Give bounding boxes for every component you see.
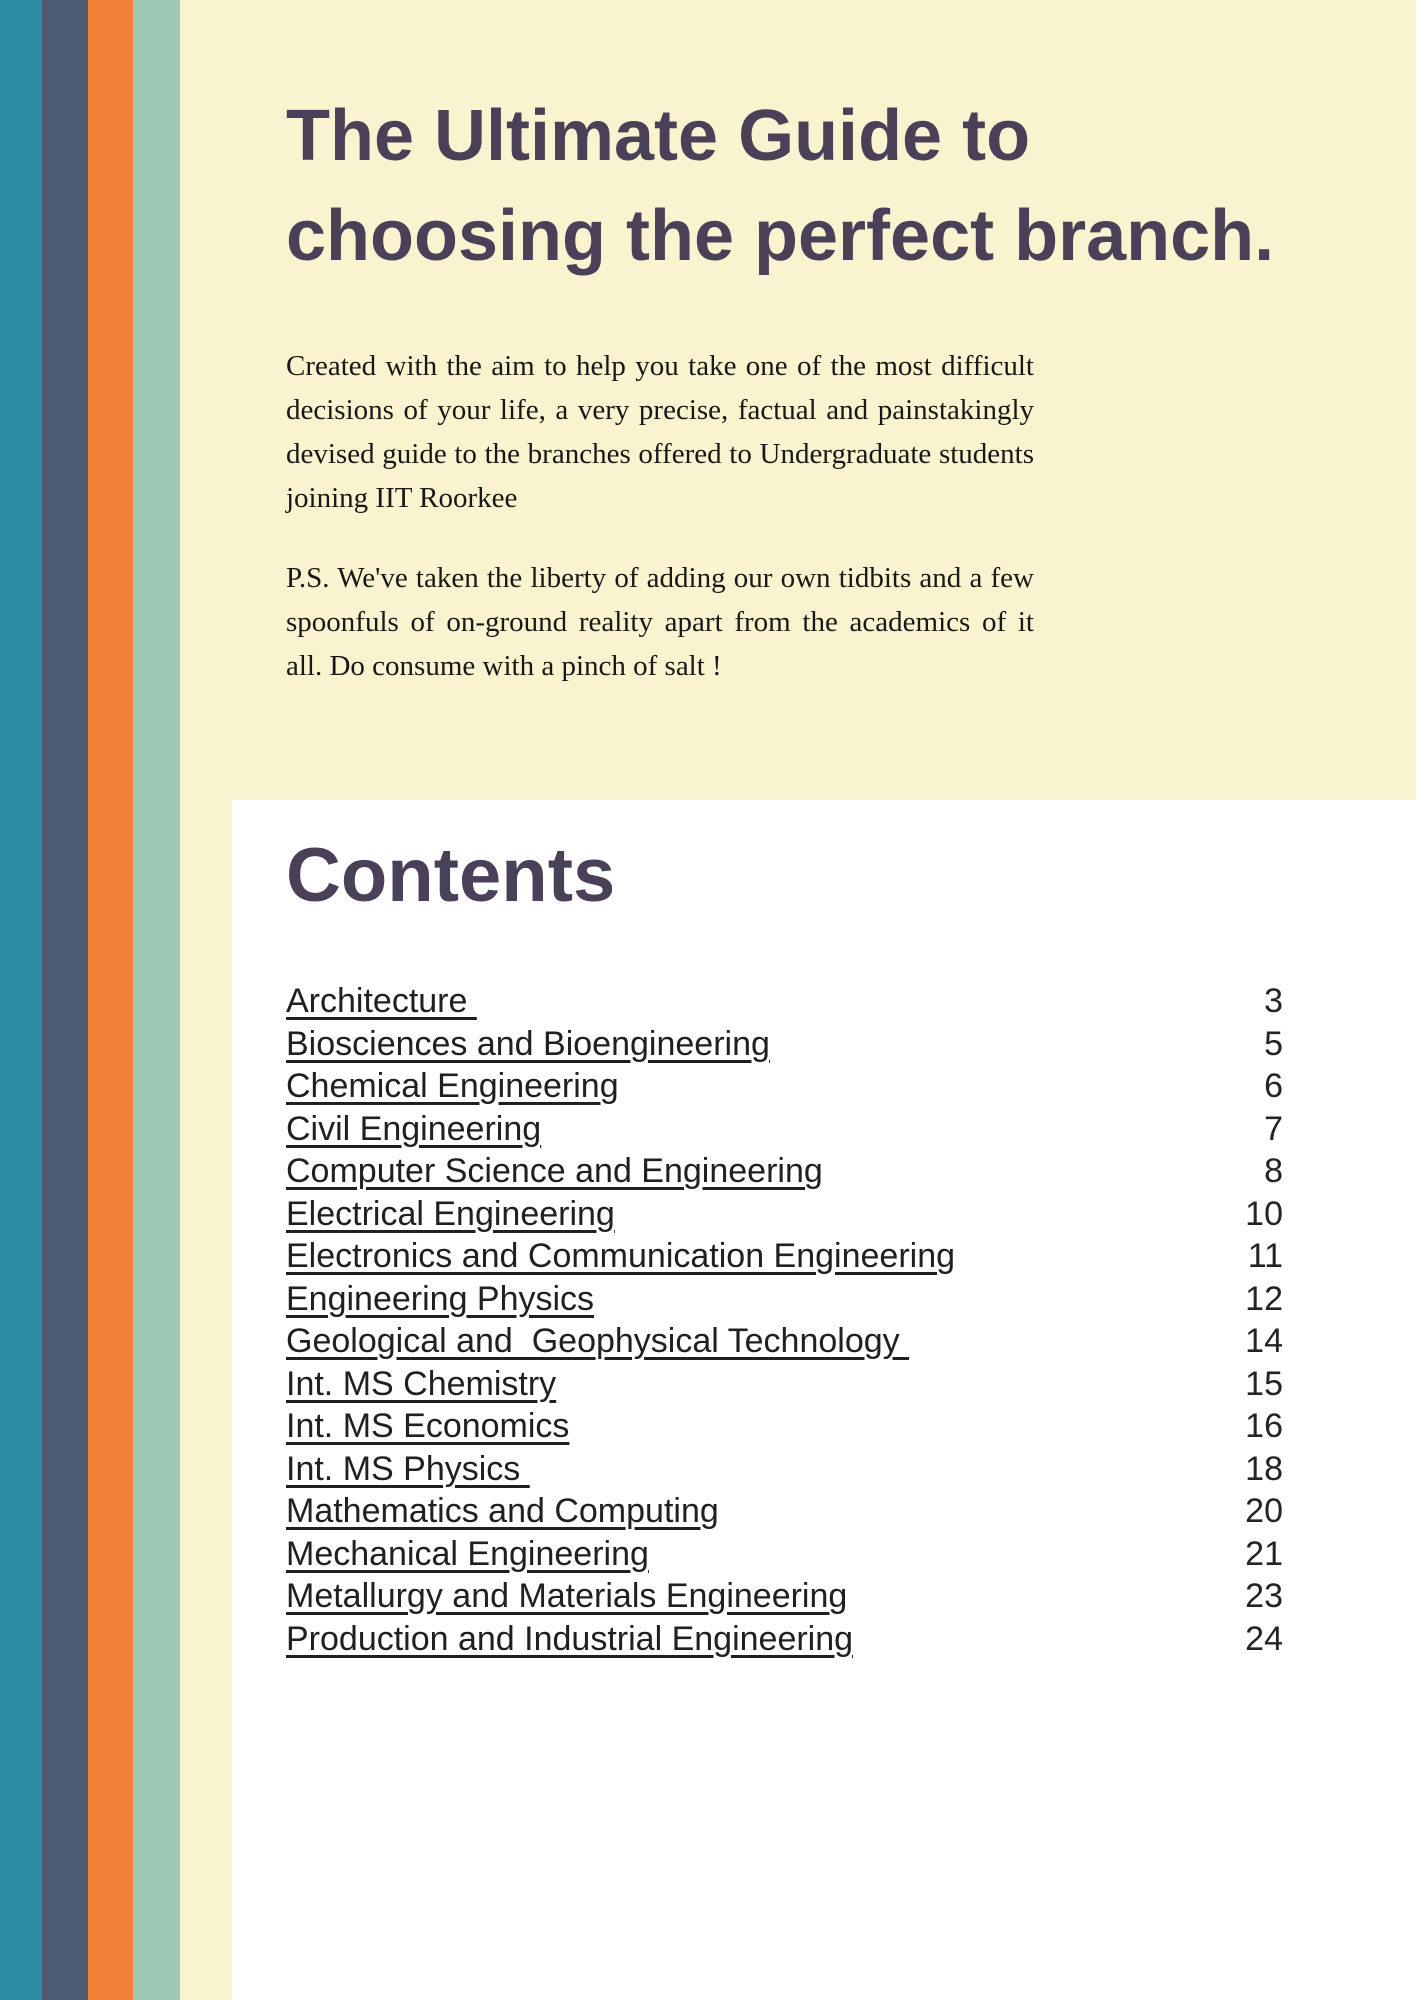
toc-entry-link[interactable]: Chemical Engineering — [286, 1067, 619, 1105]
toc-row — [286, 1533, 1283, 1576]
hero-section — [286, 0, 1396, 688]
toc-page-number: 21 — [1245, 1534, 1283, 1573]
toc-entry-link[interactable]: Engineering Physics — [286, 1279, 595, 1318]
toc-entry-link[interactable]: Computer Science and Engineering — [286, 1152, 823, 1190]
toc-page-number: 5 — [1264, 1024, 1283, 1063]
stripe-slate — [42, 0, 88, 2000]
table-of-contents — [286, 980, 1283, 1660]
stripe-orange — [88, 0, 133, 2000]
toc-row — [286, 1278, 1283, 1321]
toc-entry-link[interactable]: Electronics and Communication Engineering — [286, 1237, 956, 1275]
toc-page-number: 24 — [1245, 1619, 1283, 1658]
contents-heading: Contents — [286, 833, 616, 918]
toc-page-number: 12 — [1245, 1279, 1283, 1318]
toc-page-number: 23 — [1245, 1577, 1283, 1615]
toc-row — [286, 1320, 1283, 1363]
toc-page-number: 14 — [1245, 1322, 1283, 1360]
toc-row — [286, 1235, 1283, 1278]
toc-row — [286, 1490, 1283, 1533]
toc-entry-link[interactable]: Biosciences and Bioengineering — [286, 1024, 770, 1063]
toc-page-number: 6 — [1264, 1067, 1283, 1105]
toc-row — [286, 1193, 1283, 1236]
toc-entry-link[interactable]: Int. MS Physics — [286, 1449, 530, 1488]
ps-paragraph: P.S. We've taken the liberty of adding our own tidbits and a few spoonfuls of on-ground reality apart from the academics of it all. Do consume with a pinch of salt ! — [286, 562, 1034, 682]
toc-entry-link[interactable]: Mechanical Engineering — [286, 1534, 649, 1573]
toc-page-number: 16 — [1245, 1407, 1283, 1445]
toc-entry-link[interactable]: Mathematics and Computing — [286, 1492, 719, 1530]
stripe-teal — [0, 0, 42, 2000]
toc-row — [286, 1065, 1283, 1108]
toc-entry-link[interactable]: Int. MS Economics — [286, 1407, 570, 1445]
toc-row — [286, 1023, 1283, 1066]
toc-row — [286, 1575, 1283, 1618]
intro-paragraph: Created with the aim to help you take one of the most difficult decisions of your life, a very precise, factual and painstakingly devised guide to the branches offered to Undergraduate students joining IIT Roorkee — [286, 350, 1034, 514]
toc-row — [286, 1108, 1283, 1151]
toc-page-number: 10 — [1245, 1194, 1283, 1233]
toc-page-number: 18 — [1245, 1449, 1283, 1488]
toc-row — [286, 980, 1283, 1023]
toc-entry-link[interactable]: Geological and Geophysical Technology — [286, 1322, 910, 1360]
page-title-line1: The Ultimate Guide to — [286, 96, 1031, 176]
toc-entry-link[interactable]: Metallurgy and Materials Engineering — [286, 1577, 848, 1615]
toc-row — [286, 1363, 1283, 1406]
toc-entry-link[interactable]: Architecture — [286, 982, 477, 1020]
toc-entry-link[interactable]: Int. MS Chemistry — [286, 1364, 557, 1403]
toc-page-number: 8 — [1264, 1152, 1283, 1190]
toc-entry-link[interactable]: Production and Industrial Engineering — [286, 1619, 854, 1658]
toc-page-number: 20 — [1245, 1492, 1283, 1530]
page-title-line2: choosing the perfect branch. — [286, 196, 1275, 276]
toc-page-number: 11 — [1247, 1237, 1283, 1275]
toc-page-number: 3 — [1264, 982, 1283, 1020]
stripe-sage — [133, 0, 180, 2000]
page-title — [286, 86, 1396, 286]
toc-row — [286, 1150, 1283, 1193]
toc-entry-link[interactable]: Civil Engineering — [286, 1109, 542, 1148]
toc-entry-link[interactable]: Electrical Engineering — [286, 1194, 615, 1233]
contents-section — [286, 830, 1283, 1660]
toc-page-number: 15 — [1245, 1364, 1283, 1403]
toc-page-number: 7 — [1264, 1109, 1283, 1148]
toc-row — [286, 1618, 1283, 1661]
toc-row — [286, 1448, 1283, 1491]
toc-row — [286, 1405, 1283, 1448]
